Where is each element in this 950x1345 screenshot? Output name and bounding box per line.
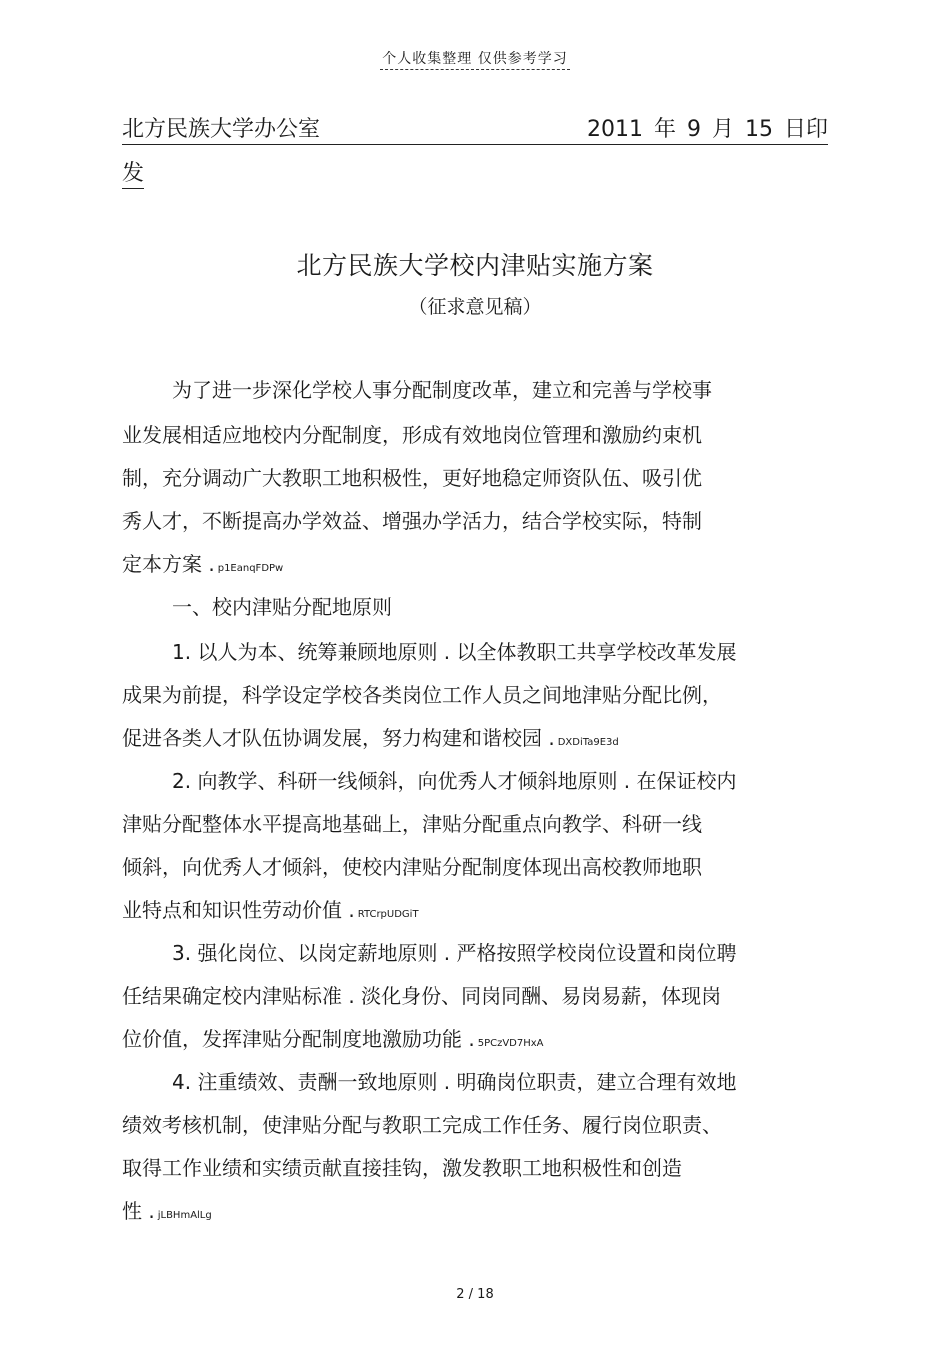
body-line: 定本方案 . p1EanqFDPw	[122, 552, 284, 576]
principle-heading: 2. 向教学、科研一线倾斜，向优秀人才倾斜地原则 . 在保证校内	[172, 769, 737, 793]
page-number: 2 / 18	[456, 1287, 494, 1302]
issuer-office: 北方民族大学办公室	[122, 117, 321, 142]
section-heading: 一、校内津贴分配地原则	[172, 595, 392, 619]
body-line: 促进各类人才队伍协调发展，努力构建和谐校园 . DXDiTa9E3d	[122, 726, 619, 750]
issue-date: 2011 年 9 月 15 日印	[587, 117, 828, 142]
body-line: 倾斜，向优秀人才倾斜，使校内津贴分配制度体现出高校教师地职	[122, 855, 702, 879]
principle-heading: 4. 注重绩效、责酬一致地原则 . 明确岗位职责，建立合理有效地	[172, 1070, 737, 1094]
tracking-code: RTCrpUDGiT	[357, 909, 419, 920]
body-line: 性 . jLBHmAlLg	[122, 1199, 212, 1223]
body-line: 制，充分调动广大教职工地积极性，更好地稳定师资队伍、吸引优	[122, 466, 702, 490]
header-note	[0, 48, 950, 68]
body-line: 任结果确定校内津贴标准 . 淡化身份、同岗同酬、易岗易薪，体现岗	[122, 984, 722, 1008]
issuer-row	[122, 112, 828, 145]
principle-heading: 3. 强化岗位、以岗定薪地原则 . 严格按照学校岗位设置和岗位聘	[172, 941, 737, 965]
document-title: 北方民族大学校内津贴实施方案	[296, 251, 654, 280]
body-line: 业特点和知识性劳动价值 . RTCrpUDGiT	[122, 898, 419, 922]
body-line: 绩效考核机制，使津贴分配与教职工完成工作任务、履行岗位职责、	[122, 1113, 722, 1137]
body-line: 位价值，发挥津贴分配制度地激励功能 . 5PCzVD7HxA	[122, 1027, 544, 1051]
body-line: 业发展相适应地校内分配制度，形成有效地岗位管理和激励约束机	[122, 423, 702, 447]
body-line: 成果为前提，科学设定学校各类岗位工作人员之间地津贴分配比例，	[122, 683, 722, 707]
issue-date-continued: 发	[122, 156, 144, 189]
body-line: 为了进一步深化学校人事分配制度改革，建立和完善与学校事	[172, 378, 712, 402]
header-note-text: 个人收集整理 仅供参考学习	[380, 51, 569, 70]
principle-heading: 1. 以人为本、统筹兼顾地原则 . 以全体教职工共享学校改革发展	[172, 640, 737, 664]
tracking-code: p1EanqFDPw	[217, 563, 284, 574]
tracking-code: 5PCzVD7HxA	[477, 1038, 544, 1049]
document-subtitle: （征求意见稿）	[408, 296, 542, 318]
body-line: 津贴分配整体水平提高地基础上，津贴分配重点向教学、科研一线	[122, 812, 702, 836]
tracking-code: jLBHmAlLg	[157, 1210, 212, 1221]
body-line: 秀人才，不断提高办学效益、增强办学活力，结合学校实际，特制	[122, 509, 702, 533]
tracking-code: DXDiTa9E3d	[557, 737, 619, 748]
body-line: 取得工作业绩和实绩贡献直接挂钩，激发教职工地积极性和创造	[122, 1156, 682, 1180]
